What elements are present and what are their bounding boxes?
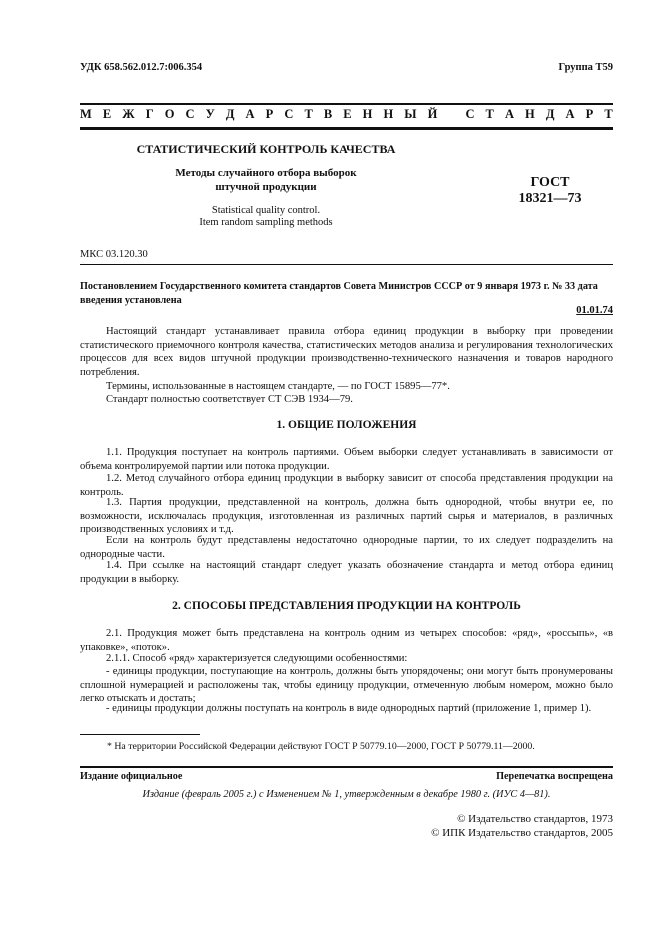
- banner-letter: Н: [362, 107, 373, 121]
- group-code: Группа Т59: [558, 62, 613, 73]
- banner-letter: Г: [145, 107, 154, 121]
- clause-1-3-note: Если на контроль будут представлены недостаточно однородные партии, то их следует подразделить на однородные части.: [80, 535, 613, 560]
- main-title: СТАТИСТИЧЕСКИЙ КОНТРОЛЬ КАЧЕСТВА: [136, 142, 396, 156]
- clause-1-1: 1.1. Продукция поступает на контроль партиями. Объем выборки следует устанавливать в зависимости от объема контролируемой партии или потока продукции.: [80, 447, 613, 472]
- copyright-2005: © ИПК Издательство стандартов, 2005: [431, 827, 613, 839]
- copyright-1973: © Издательство стандартов, 1973: [457, 813, 613, 825]
- banner-letter: С: [284, 107, 294, 121]
- english-title-line-1: Statistical quality control.: [211, 205, 321, 216]
- banner-letter: У: [205, 107, 215, 121]
- official-edition-label: Издание официальное: [80, 771, 183, 782]
- mks-code: МКС 03.120.30: [80, 249, 148, 260]
- row-method-item-1: - единицы продукции, поступающие на контроль, должны быть упорядочены; они могут быть пронумерованы сплошной нумерацией и расположены так, чтобы единицу продукции, отмеченную любым номером, можно было легко отыскать и достать;: [80, 666, 613, 705]
- banner-letter: О: [164, 107, 175, 121]
- banner-letter: Е: [343, 107, 352, 121]
- compliance-paragraph: Стандарт полностью соответствует СТ СЭВ 1934—79.: [106, 394, 353, 405]
- banner-letter: А: [565, 107, 575, 121]
- banner-letter: С: [465, 107, 475, 121]
- intro-paragraph: Настоящий стандарт устанавливает правила отбора единиц продукции в выборку при проведении статистического приемочного контроля качества, статистических методов анализа и регулирования технологических процессов для всех видов штучной продукции производственно-технического назначения и товаров народного потребления.: [80, 326, 613, 378]
- banner-letter: В: [323, 107, 333, 121]
- banner-top-rule: [80, 103, 613, 105]
- banner-letter: А: [245, 107, 255, 121]
- banner-letter: Т: [604, 107, 613, 121]
- banner-letter: Н: [525, 107, 535, 121]
- banner-letter: Е: [102, 107, 112, 121]
- terms-paragraph: Термины, использованные в настоящем стандарте, — по ГОСТ 15895—77*.: [106, 381, 450, 392]
- banner-letter: Т: [485, 107, 494, 121]
- banner-interstate-standard: [80, 107, 613, 122]
- clause-1-4: 1.4. При ссылке на настоящий стандарт следует указать обозначение стандарта и метод отбора единиц продукции в выборку.: [80, 560, 613, 585]
- introduction-date: 01.01.74: [576, 305, 613, 316]
- banner-letter: Й: [427, 107, 438, 121]
- banner-letter: Н: [383, 107, 394, 121]
- banner-letter: [448, 107, 454, 122]
- banner-letter: Ы: [404, 107, 417, 121]
- banner-letter: М: [80, 107, 92, 121]
- decree-text: Постановлением Государственного комитета стандартов Совета Министров СССР от 9 января 1973 г. № 33 дата введения установлена: [80, 281, 598, 306]
- banner-letter: А: [504, 107, 514, 121]
- reprint-prohibited-label: Перепечатка воспрещена: [496, 771, 613, 782]
- footnote: * На территории Российской Федерации действуют ГОСТ Р 50779.10—2000, ГОСТ Р 50779.11—2000.: [107, 741, 535, 752]
- clause-1-3: 1.3. Партия продукции, представленной на контроль, должна быть однородной, чтобы внутри ее, по возможности, исключалась продукция, изготовленная из различных партий сырья и материалов, в различных производственных условиях и т.д.: [80, 497, 613, 536]
- row-method-item-2: - единицы продукции должны поступать на контроль в виде однородных партий (приложение 1, пример 1).: [106, 703, 592, 714]
- section-2-title: 2. СПОСОБЫ ПРЕДСТАВЛЕНИЯ ПРОДУКЦИИ НА КОНТРОЛЬ: [172, 600, 521, 612]
- banner-letter: Д: [225, 107, 235, 121]
- banner-letter: Т: [304, 107, 313, 121]
- clause-1-2: 1.2. Метод случайного отбора единиц продукции в выборку зависит от способа представления продукции на контроль.: [80, 473, 613, 498]
- footer-rule: [80, 766, 613, 768]
- subtitle-line-2: штучной продукции: [215, 181, 317, 193]
- subtitle-line-1: Методы случайного отбора выборок: [175, 167, 357, 179]
- banner-letter: Д: [545, 107, 555, 121]
- section-1-title: 1. ОБЩИЕ ПОЛОЖЕНИЯ: [276, 419, 417, 431]
- footnote-rule: [80, 734, 200, 735]
- clause-2-1-1: 2.1.1. Способ «ряд» характеризуется следующими особенностями:: [106, 653, 408, 664]
- banner-letter: Р: [585, 107, 594, 121]
- gost-label: ГОСТ: [530, 175, 570, 190]
- title-bottom-rule: [80, 264, 613, 265]
- clause-2-1: 2.1. Продукция может быть представлена на контроль одним из четырех способов: «ряд», «россыпь», «в упаковке», «поток».: [80, 628, 613, 653]
- banner-bottom-rule: [80, 127, 613, 130]
- udk-code: УДК 658.562.012.7:006.354: [80, 62, 203, 73]
- banner-letter: Р: [265, 107, 274, 121]
- banner-letter: Ж: [122, 107, 135, 121]
- english-title-line-2: Item random sampling methods: [199, 217, 333, 228]
- banner-letter: С: [185, 107, 195, 121]
- edition-note: Издание (февраль 2005 г.) с Изменением № 1, утвержденным в декабре 1980 г. (ИУС 4—81).: [142, 789, 551, 800]
- gost-number: 18321—73: [518, 191, 582, 206]
